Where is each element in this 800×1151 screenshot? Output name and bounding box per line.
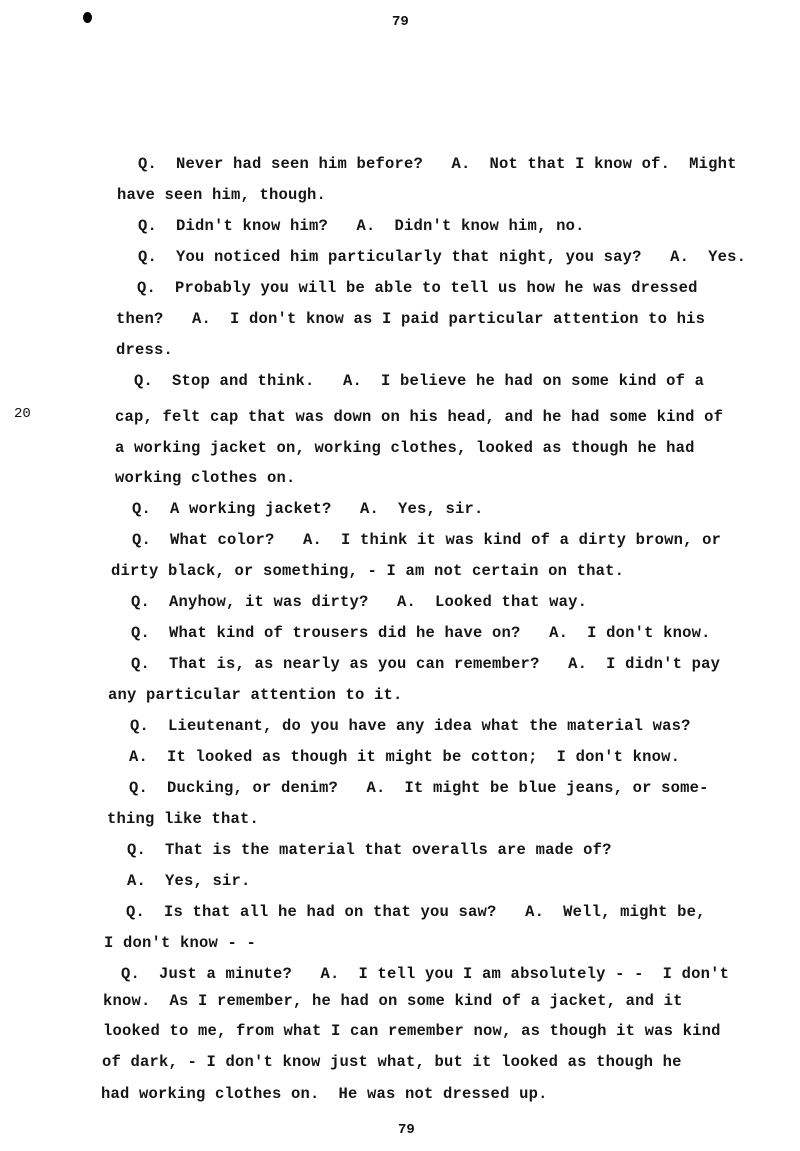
page-number-bottom: 79	[398, 1122, 415, 1138]
transcript-line: then? A. I don't know as I paid particular attention to his	[116, 310, 706, 328]
transcript-line: Q. Just a minute? A. I tell you I am absolutely - - I don't	[121, 965, 730, 983]
transcript-line: looked to me, from what I can remember now, as though it was kind	[103, 1022, 721, 1040]
transcript-line: dress.	[116, 341, 174, 359]
page-number-top: 79	[392, 14, 409, 30]
transcript-line: had working clothes on. He was not dressed up.	[101, 1085, 548, 1103]
transcript-line: A. Yes, sir.	[127, 872, 251, 890]
transcript-line: Q. You noticed him particularly that night, you say? A. Yes.	[138, 248, 747, 266]
transcript-line: Q. Probably you will be able to tell us how he was dressed	[137, 279, 698, 297]
transcript-line: working clothes on.	[115, 469, 296, 487]
transcript-line: dirty black, or something, - I am not certain on that.	[111, 562, 625, 580]
transcript-line: Q. Is that all he had on that you saw? A. Well, might be,	[126, 903, 706, 921]
transcript-line: thing like that.	[107, 810, 260, 828]
transcript-line: Q. What kind of trousers did he have on? A. I don't know.	[131, 624, 711, 642]
transcript-line: cap, felt cap that was down on his head, and he had some kind of	[115, 408, 724, 426]
transcript-line: Q. That is, as nearly as you can remember? A. I didn't pay	[131, 655, 721, 673]
transcript-line: have seen him, though.	[117, 186, 327, 204]
transcript-line: know. As I remember, he had on some kind of a jacket, and it	[103, 992, 683, 1010]
transcript-line: Q. Didn't know him? A. Didn't know him, no.	[138, 217, 585, 235]
punch-hole-mark	[83, 12, 92, 23]
transcript-line: of dark, - I don't know just what, but it looked as though he	[102, 1053, 682, 1071]
transcript-line: Q. Ducking, or denim? A. It might be blue jeans, or some-	[129, 779, 709, 797]
transcript-line: Q. Stop and think. A. I believe he had on some kind of a	[134, 372, 705, 390]
transcript-line: Q. A working jacket? A. Yes, sir.	[132, 500, 484, 518]
transcript-line: A. It looked as though it might be cotton; I don't know.	[129, 748, 681, 766]
transcript-line: Q. That is the material that overalls are made of?	[127, 841, 612, 859]
transcript-line: Q. Anyhow, it was dirty? A. Looked that way.	[131, 593, 588, 611]
transcript-line: Q. Never had seen him before? A. Not that I know of. Might	[138, 155, 737, 173]
transcript-line: a working jacket on, working clothes, looked as though he had	[115, 439, 695, 457]
transcript-line: I don't know - -	[104, 934, 257, 952]
transcript-line: Q. What color? A. I think it was kind of a dirty brown, or	[132, 531, 722, 549]
transcript-line: any particular attention to it.	[108, 686, 403, 704]
transcript-line: Q. Lieutenant, do you have any idea what the material was?	[130, 717, 691, 735]
margin-line-number: 20	[14, 406, 31, 422]
